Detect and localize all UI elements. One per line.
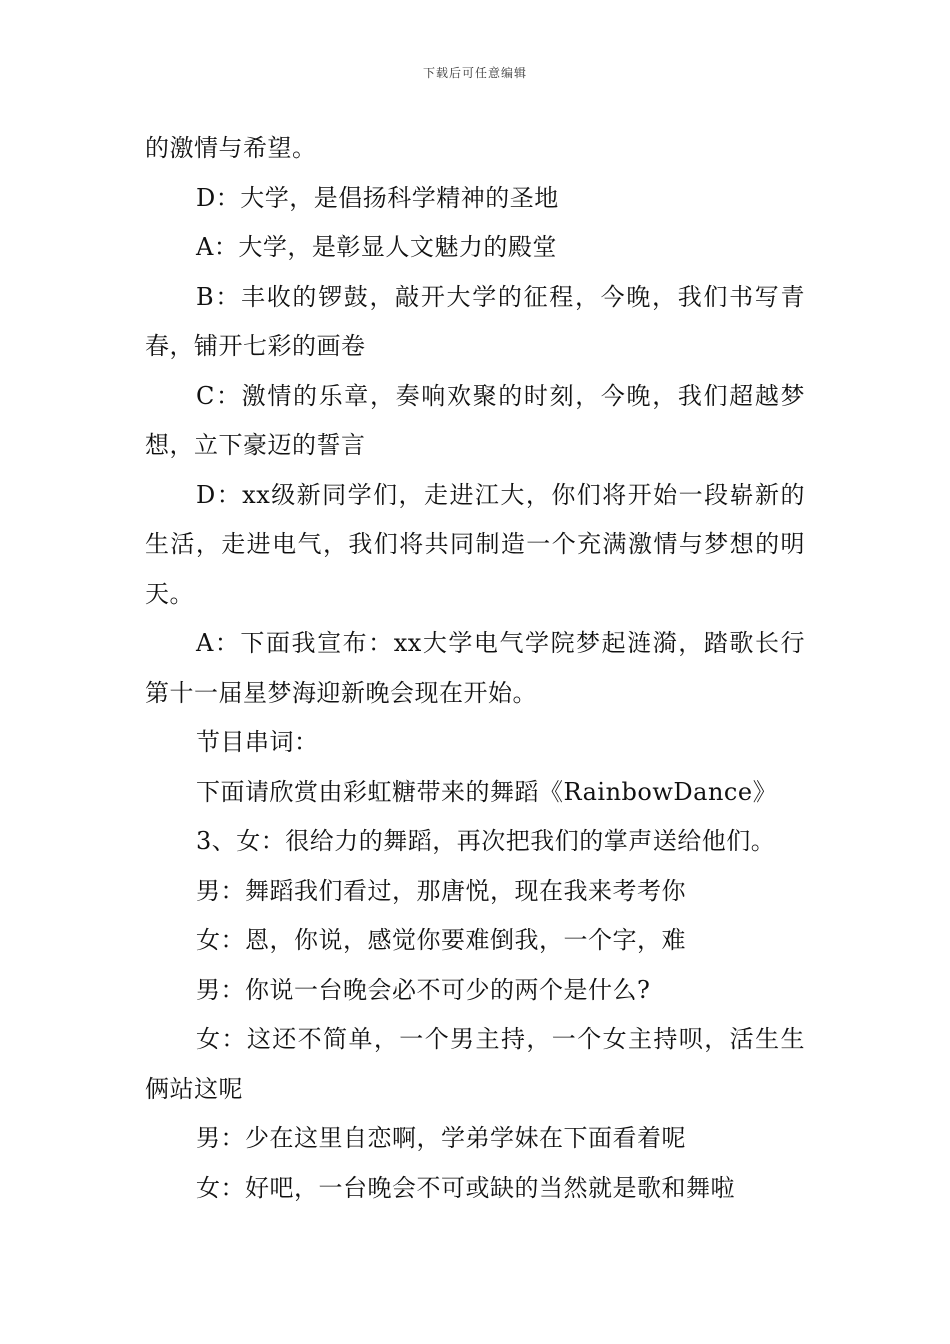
paragraph: 的激情与希望。	[145, 134, 317, 162]
paragraph: C：激情的乐章，奏响欢聚的时刻，今晚，我们超越梦想，立下豪迈的誓言	[145, 381, 805, 459]
paragraph: 下面请欣赏由彩虹糖带来的舞蹈《RainbowDance》	[196, 777, 778, 806]
paragraph: B：丰收的锣鼓，敲开大学的征程，今晚，我们书写青春，铺开七彩的画卷	[145, 282, 805, 360]
paragraph: 女：这还不简单，一个男主持，一个女主持呗，活生生俩站这呢	[145, 1025, 805, 1103]
paragraph: 3、女：很给力的舞蹈，再次把我们的掌声送给他们。	[196, 827, 776, 855]
paragraph: 女：好吧，一台晚会不可或缺的当然就是歌和舞啦	[196, 1173, 735, 1202]
paragraph: 女：恩，你说，感觉你要难倒我，一个字，难	[196, 926, 686, 954]
paragraph: D：xx级新同学们，走进江大，你们将开始一段崭新的生活，走进电气，我们将共同制造一个充满激情与梦想的明天。	[145, 480, 805, 608]
page-header: 下载后可任意编辑	[422, 66, 527, 80]
paragraph: 男：舞蹈我们看过，那唐悦，现在我来考考你	[196, 876, 686, 905]
paragraph: D：大学，是倡扬科学精神的圣地	[196, 183, 559, 212]
paragraph: A：大学，是彰显人文魅力的殿堂	[196, 233, 557, 261]
paragraph: 节目串词：	[196, 728, 319, 756]
paragraph: 男：你说一台晚会必不可少的两个是什么?	[196, 975, 651, 1004]
document-body	[145, 124, 805, 1213]
paragraph: A：下面我宣布：xx大学电气学院梦起涟漪，踏歌长行第十一届星梦海迎新晚会现在开始。	[145, 629, 805, 707]
paragraph: 男：少在这里自恋啊，学弟学妹在下面看着呢	[196, 1124, 686, 1152]
